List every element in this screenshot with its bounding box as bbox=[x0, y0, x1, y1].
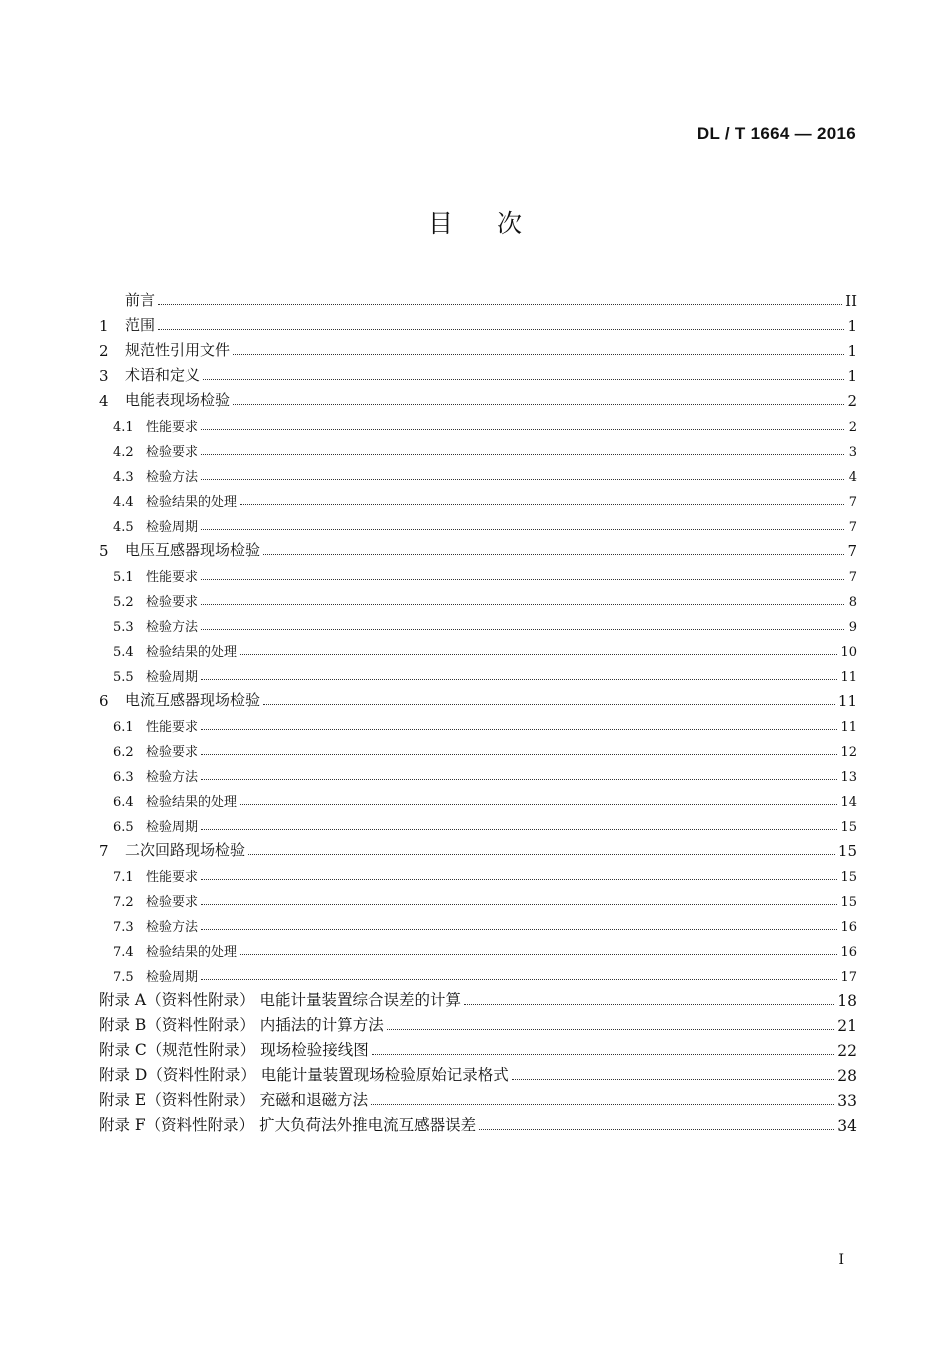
dot-leader bbox=[248, 853, 835, 855]
toc-entry-number: 1 bbox=[99, 317, 109, 335]
toc-entry[interactable] bbox=[99, 285, 857, 310]
toc-entry[interactable] bbox=[99, 335, 857, 360]
dot-leader bbox=[201, 728, 837, 730]
toc-entry-page: 1 bbox=[847, 317, 857, 335]
table-of-contents bbox=[99, 285, 857, 1135]
dot-leader bbox=[201, 603, 844, 605]
toc-entry-number: 6.1 bbox=[113, 720, 134, 735]
toc-entry[interactable] bbox=[99, 960, 857, 985]
toc-entry-number: 7.2 bbox=[113, 895, 134, 910]
page-title: 目次 bbox=[427, 209, 566, 238]
toc-entry-page: 11 bbox=[837, 692, 857, 710]
toc-entry-label: 附录 F（资料性附录） 扩大负荷法外推电流互感器误差 bbox=[99, 1116, 477, 1134]
toc-entry[interactable] bbox=[99, 1035, 857, 1060]
toc-entry-number: 3 bbox=[99, 367, 109, 385]
dot-leader bbox=[201, 453, 844, 455]
toc-entry-page: 15 bbox=[837, 842, 857, 860]
toc-entry[interactable] bbox=[99, 985, 857, 1010]
page-number: I bbox=[838, 1252, 844, 1268]
toc-entry-label: 检验结果的处理 bbox=[146, 495, 238, 510]
toc-entry-page: 1 bbox=[847, 342, 857, 360]
toc-entry-page: 14 bbox=[840, 795, 857, 810]
toc-entry[interactable] bbox=[99, 1060, 857, 1085]
toc-entry[interactable] bbox=[99, 585, 857, 610]
toc-entry[interactable] bbox=[99, 935, 857, 960]
dot-leader bbox=[201, 828, 837, 830]
dot-leader bbox=[158, 328, 844, 330]
toc-entry-number: 4.4 bbox=[113, 495, 134, 510]
toc-entry-label: 检验周期 bbox=[146, 820, 199, 835]
toc-entry-label: 附录 E（资料性附录） 充磁和退磁方法 bbox=[99, 1091, 369, 1109]
dot-leader bbox=[240, 503, 844, 505]
toc-entry-page: 2 bbox=[847, 392, 857, 410]
toc-entry[interactable] bbox=[99, 635, 857, 660]
toc-entry[interactable] bbox=[99, 510, 857, 535]
toc-entry-number: 6.4 bbox=[113, 795, 134, 810]
toc-entry-number: 4.5 bbox=[113, 520, 134, 535]
toc-entry-page: 7 bbox=[847, 542, 857, 560]
toc-entry-label: 术语和定义 bbox=[125, 366, 201, 384]
toc-entry-page: 12 bbox=[840, 745, 857, 760]
dot-leader bbox=[201, 578, 844, 580]
toc-entry[interactable] bbox=[99, 785, 857, 810]
toc-entry-label: 性能要求 bbox=[146, 720, 199, 735]
toc-entry[interactable] bbox=[99, 660, 857, 685]
toc-entry-page: 15 bbox=[840, 895, 857, 910]
toc-entry[interactable] bbox=[99, 310, 857, 335]
toc-entry-label: 检验要求 bbox=[146, 895, 199, 910]
toc-entry[interactable] bbox=[99, 810, 857, 835]
toc-entry-number: 5.4 bbox=[113, 645, 134, 660]
dot-leader bbox=[158, 303, 842, 305]
toc-entry-number: 5.5 bbox=[113, 670, 134, 685]
toc-entry-number: 4.1 bbox=[113, 420, 134, 435]
document-code: DL / T 1664 — 2016 bbox=[696, 124, 856, 143]
dot-leader bbox=[233, 403, 844, 405]
toc-entry-page: 1 bbox=[847, 367, 857, 385]
toc-entry-label: 电压互感器现场检验 bbox=[125, 541, 261, 559]
dot-leader bbox=[464, 1003, 834, 1005]
toc-entry[interactable] bbox=[99, 685, 857, 710]
dot-leader bbox=[240, 953, 837, 955]
toc-entry-number: 7.3 bbox=[113, 920, 134, 935]
dot-leader bbox=[201, 778, 837, 780]
toc-entry-label: 附录 C（规范性附录） 现场检验接线图 bbox=[99, 1041, 369, 1059]
toc-entry[interactable] bbox=[99, 360, 857, 385]
toc-entry-label: 检验方法 bbox=[146, 620, 199, 635]
toc-entry-number: 2 bbox=[99, 342, 109, 360]
toc-entry-label: 检验周期 bbox=[146, 670, 199, 685]
toc-entry-page: 21 bbox=[837, 1017, 857, 1035]
dot-leader bbox=[201, 528, 844, 530]
dot-leader bbox=[240, 653, 837, 655]
toc-entry[interactable] bbox=[99, 860, 857, 885]
dot-leader bbox=[479, 1128, 834, 1130]
toc-entry[interactable] bbox=[99, 910, 857, 935]
toc-entry-number: 7.5 bbox=[113, 970, 134, 985]
toc-entry-page: 9 bbox=[848, 620, 857, 635]
toc-entry-page: 15 bbox=[840, 820, 857, 835]
dot-leader bbox=[263, 703, 835, 705]
toc-entry-page: 17 bbox=[840, 970, 857, 985]
toc-entry-label: 检验结果的处理 bbox=[146, 795, 238, 810]
toc-entry[interactable] bbox=[99, 760, 857, 785]
toc-entry-page: 7 bbox=[848, 495, 857, 510]
toc-entry-label: 检验结果的处理 bbox=[146, 945, 238, 960]
toc-entry-label: 前言 bbox=[125, 291, 156, 309]
toc-entry-page: 22 bbox=[837, 1042, 857, 1060]
dot-leader bbox=[201, 978, 837, 980]
dot-leader bbox=[201, 903, 837, 905]
toc-entry-label: 检验要求 bbox=[146, 745, 199, 760]
toc-entry-page: 11 bbox=[840, 720, 857, 735]
toc-entry-page: 11 bbox=[840, 670, 857, 685]
toc-entry-label: 检验周期 bbox=[146, 520, 199, 535]
toc-entry-number: 7.1 bbox=[113, 870, 134, 885]
toc-entry-page: II bbox=[845, 292, 857, 310]
toc-entry-label: 规范性引用文件 bbox=[125, 341, 231, 359]
toc-entry-label: 电能表现场检验 bbox=[125, 391, 231, 409]
toc-entry[interactable] bbox=[99, 710, 857, 735]
toc-entry-page: 10 bbox=[840, 645, 857, 660]
toc-entry-label: 检验要求 bbox=[146, 445, 199, 460]
toc-entry-label: 检验要求 bbox=[146, 595, 199, 610]
toc-entry[interactable] bbox=[99, 610, 857, 635]
toc-entry[interactable] bbox=[99, 410, 857, 435]
toc-entry-page: 3 bbox=[848, 445, 857, 460]
toc-entry-page: 28 bbox=[837, 1067, 857, 1085]
toc-entry-label: 检验方法 bbox=[146, 470, 199, 485]
toc-entry[interactable] bbox=[99, 1085, 857, 1110]
toc-entry-label: 范围 bbox=[125, 316, 156, 334]
toc-entry-label: 检验方法 bbox=[146, 920, 199, 935]
toc-entry-number: 6.2 bbox=[113, 745, 134, 760]
toc-entry-label: 性能要求 bbox=[146, 870, 199, 885]
toc-entry[interactable] bbox=[99, 460, 857, 485]
toc-entry[interactable] bbox=[99, 560, 857, 585]
toc-entry-page: 4 bbox=[848, 470, 857, 485]
toc-entry[interactable] bbox=[99, 535, 857, 560]
toc-entry-number: 7.4 bbox=[113, 945, 134, 960]
dot-leader bbox=[201, 628, 844, 630]
toc-entry-label: 附录 A（资料性附录） 电能计量装置综合误差的计算 bbox=[99, 991, 462, 1009]
dot-leader bbox=[372, 1053, 835, 1055]
toc-entry-number: 6.5 bbox=[113, 820, 134, 835]
dot-leader bbox=[201, 678, 837, 680]
toc-entry-number: 5.2 bbox=[113, 595, 134, 610]
toc-entry-page: 16 bbox=[840, 920, 857, 935]
toc-entry-number: 4.3 bbox=[113, 470, 134, 485]
toc-entry-number: 5.3 bbox=[113, 620, 134, 635]
toc-entry-page: 34 bbox=[837, 1117, 857, 1135]
toc-entry-label: 附录 B（资料性附录） 内插法的计算方法 bbox=[99, 1016, 384, 1034]
toc-entry[interactable] bbox=[99, 835, 857, 860]
toc-entry-label: 性能要求 bbox=[146, 570, 199, 585]
toc-entry[interactable] bbox=[99, 885, 857, 910]
toc-entry-page: 15 bbox=[840, 870, 857, 885]
toc-entry-number: 6 bbox=[99, 692, 109, 710]
toc-entry-page: 33 bbox=[837, 1092, 857, 1110]
toc-entry[interactable] bbox=[99, 735, 857, 760]
toc-entry[interactable] bbox=[99, 1110, 857, 1135]
toc-entry-label: 性能要求 bbox=[146, 420, 199, 435]
toc-entry-number: 4 bbox=[99, 392, 109, 410]
dot-leader bbox=[203, 378, 844, 380]
dot-leader bbox=[201, 428, 844, 430]
toc-entry-number: 6.3 bbox=[113, 770, 134, 785]
toc-entry-page: 18 bbox=[837, 992, 857, 1010]
dot-leader bbox=[263, 553, 844, 555]
dot-leader bbox=[240, 803, 837, 805]
toc-entry-label: 检验方法 bbox=[146, 770, 199, 785]
toc-entry-number: 4.2 bbox=[113, 445, 134, 460]
dot-leader bbox=[201, 478, 844, 480]
toc-entry-label: 电流互感器现场检验 bbox=[125, 691, 261, 709]
dot-leader bbox=[371, 1103, 834, 1105]
toc-entry-label: 附录 D（资料性附录） 电能计量装置现场检验原始记录格式 bbox=[99, 1066, 509, 1084]
dot-leader bbox=[201, 878, 837, 880]
toc-entry-page: 7 bbox=[848, 570, 857, 585]
dot-leader bbox=[387, 1028, 835, 1030]
toc-entry-page: 7 bbox=[848, 520, 857, 535]
toc-entry[interactable] bbox=[99, 435, 857, 460]
dot-leader bbox=[201, 753, 837, 755]
toc-entry[interactable] bbox=[99, 385, 857, 410]
toc-entry-number: 5 bbox=[99, 542, 109, 560]
toc-entry-page: 2 bbox=[848, 420, 857, 435]
toc-entry[interactable] bbox=[99, 1010, 857, 1035]
toc-entry-number: 7 bbox=[99, 842, 109, 860]
toc-entry[interactable] bbox=[99, 485, 857, 510]
dot-leader bbox=[233, 353, 844, 355]
toc-entry-page: 8 bbox=[848, 595, 857, 610]
dot-leader bbox=[512, 1078, 834, 1080]
toc-entry-number: 5.1 bbox=[113, 570, 134, 585]
dot-leader bbox=[201, 928, 837, 930]
toc-entry-page: 13 bbox=[840, 770, 857, 785]
toc-entry-label: 检验结果的处理 bbox=[146, 645, 238, 660]
toc-entry-page: 16 bbox=[840, 945, 857, 960]
toc-entry-label: 二次回路现场检验 bbox=[125, 841, 246, 859]
toc-entry-label: 检验周期 bbox=[146, 970, 199, 985]
